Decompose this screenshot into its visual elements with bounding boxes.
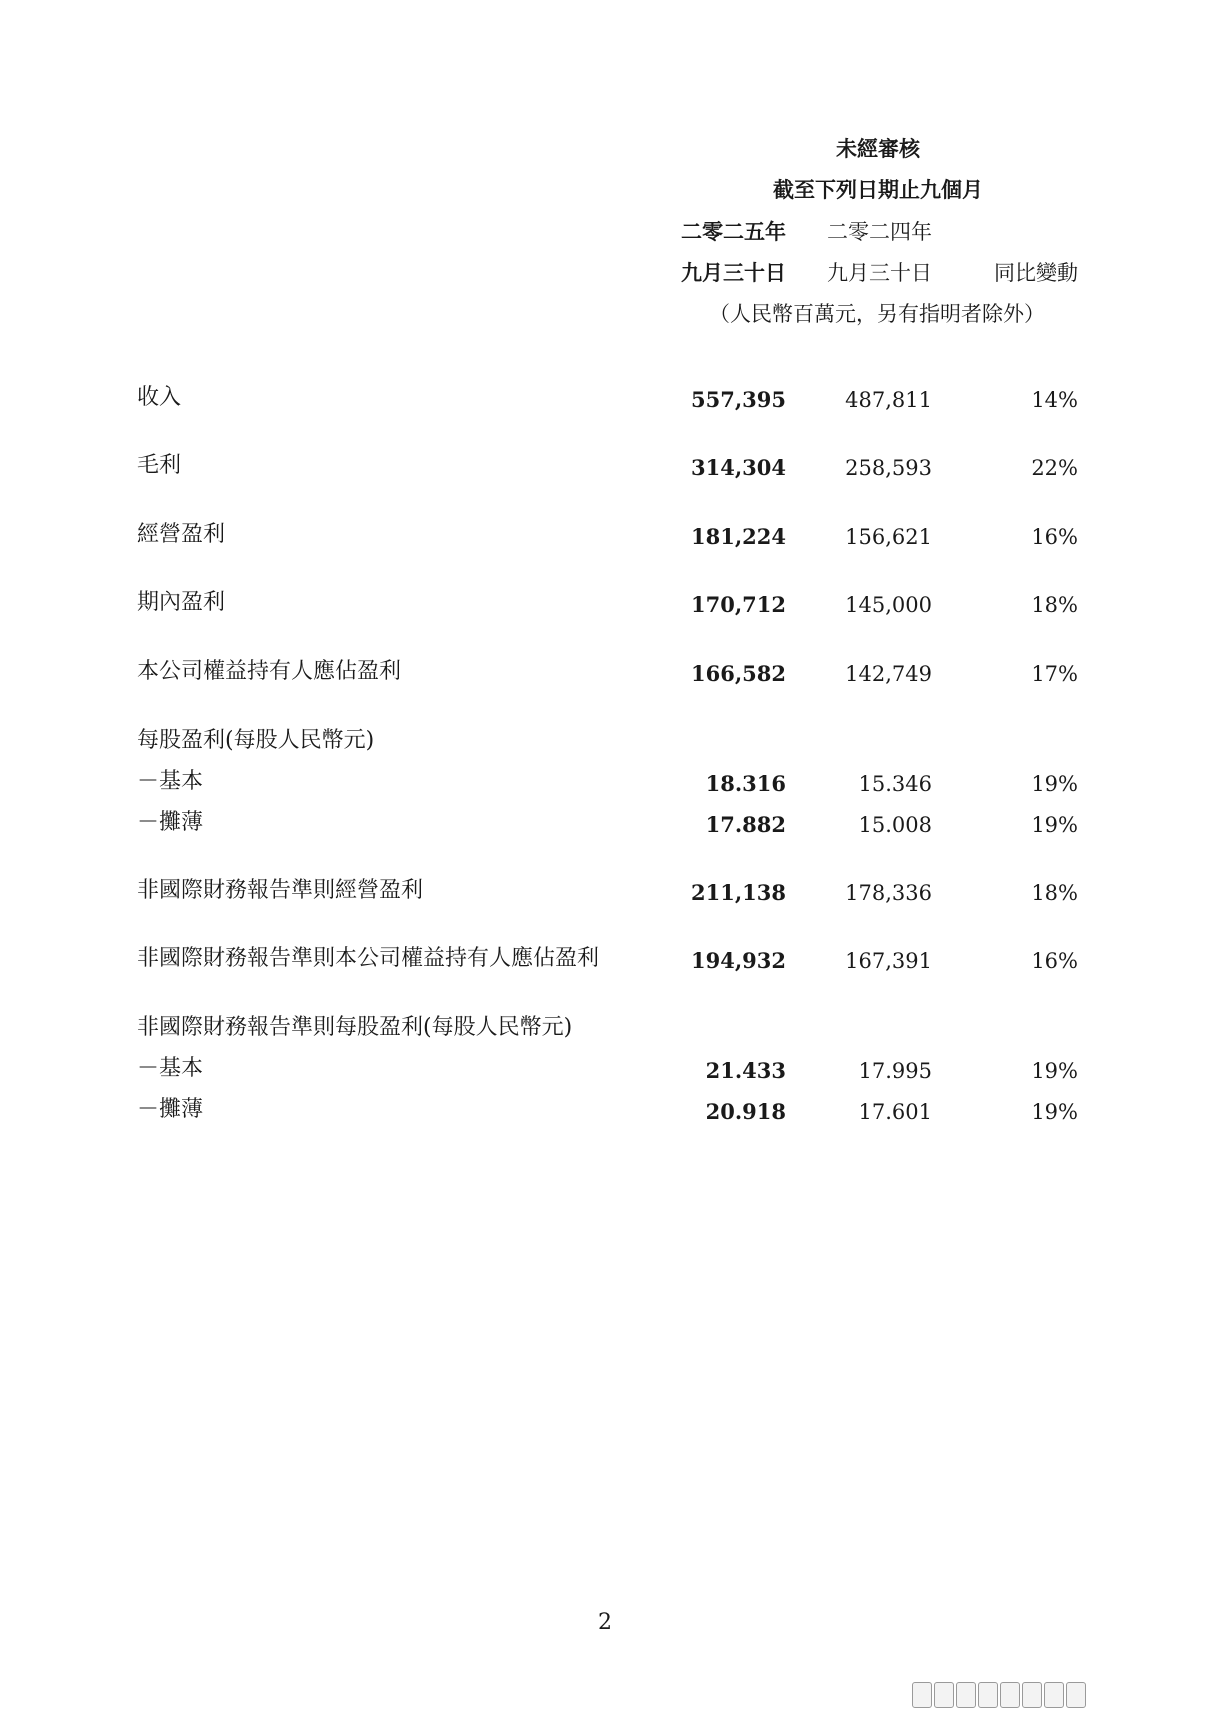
row-label: 非國際財務報告準則本公司權益持有人應佔盈利 [137,946,600,971]
row-label: 期內盈利 [137,590,226,615]
year-2024-header: 二零二四年 [827,220,932,244]
period-heading: 截至下列日期止九個月 [773,177,983,202]
yoy-value: 19% [1031,772,1078,796]
value-2024: 167,391 [845,949,932,973]
value-2025: 18.316 [705,771,786,796]
yoy-value: 17% [1031,662,1078,686]
audit-status: 未經審核 [836,136,920,161]
value-2025: 557,395 [691,387,786,412]
yoy-value: 19% [1031,1059,1078,1083]
value-2024: 17.601 [858,1100,932,1124]
value-2025: 166,582 [691,661,786,686]
row-label: －攤薄 [137,1097,204,1122]
yoy-value: 16% [1031,525,1078,549]
unit-note: （人民幣百萬元，另有指明者除外） [709,302,1045,326]
value-2024: 142,749 [845,662,932,686]
value-2024: 15.346 [858,772,932,796]
value-2024: 17.995 [858,1059,932,1083]
row-label: 經營盈利 [137,522,226,547]
value-2024: 15.008 [858,813,932,837]
value-2024: 178,336 [845,881,932,905]
row-label: 毛利 [137,453,182,478]
yoy-value: 22% [1031,456,1078,480]
row-label: －基本 [137,769,204,794]
value-2024: 487,811 [845,388,932,412]
row-label: 每股盈利(每股人民幣元) [137,728,375,753]
yoy-value: 18% [1031,593,1078,617]
value-2025: 20.918 [705,1099,786,1124]
value-2025: 314,304 [691,455,786,480]
value-2025: 181,224 [691,524,786,549]
value-2024: 145,000 [845,593,932,617]
yoy-header: 同比變動 [994,261,1078,285]
row-label: 收入 [137,385,182,410]
row-label: 非國際財務報告準則經營盈利 [137,878,424,903]
yoy-value: 16% [1031,949,1078,973]
value-2025: 170,712 [691,592,786,617]
date-2025-header: 九月三十日 [681,260,786,285]
yoy-value: 19% [1031,813,1078,837]
value-2024: 156,621 [845,525,932,549]
row-label: 本公司權益持有人應佔盈利 [137,659,402,684]
yoy-value: 14% [1031,388,1078,412]
value-2025: 17.882 [705,812,786,837]
year-2025-header: 二零二五年 [681,219,786,244]
row-label: －攤薄 [137,810,204,835]
watermark-logo [912,1682,1086,1708]
value-2024: 258,593 [845,456,932,480]
value-2025: 211,138 [691,880,786,905]
row-label: 非國際財務報告準則每股盈利(每股人民幣元) [137,1015,573,1040]
page-number: 2 [598,1610,612,1635]
yoy-value: 19% [1031,1100,1078,1124]
value-2025: 21.433 [705,1058,786,1083]
yoy-value: 18% [1031,881,1078,905]
date-2024-header: 九月三十日 [827,261,932,285]
row-label: －基本 [137,1056,204,1081]
value-2025: 194,932 [691,948,786,973]
